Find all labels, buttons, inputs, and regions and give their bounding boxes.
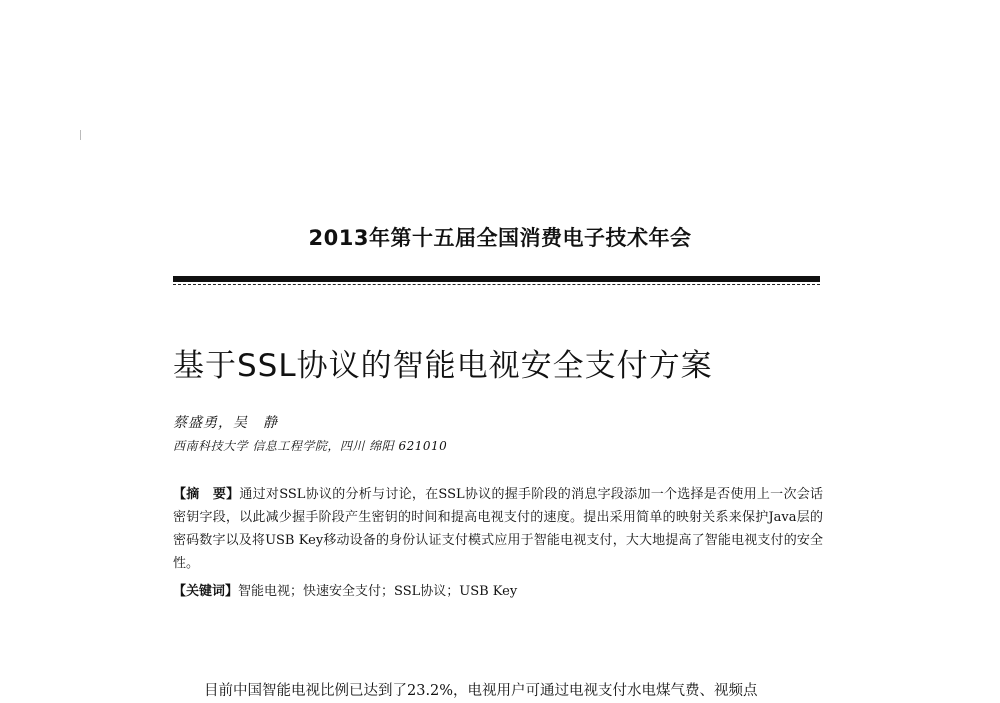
- conference-header: 2013年第十五届全国消费电子技术年会: [308, 226, 692, 250]
- paper-authors: 蔡盛勇，吴 静: [173, 415, 278, 431]
- abstract-text: 通过对SSL协议的分析与讨论，在SSL协议的握手阶段的消息字段添加一个选择是否使用上一次会话密钥字段，以此减少握手阶段产生密钥的时间和提高电视支付的速度。提出采用简单的映射关系来保护Java层的密码数字以及将USB Key移动设备的身份认证支付模式应用于智能电视支付，大大地提高了智能电视支付的安全性。: [173, 487, 823, 571]
- keywords-label: 【关键词】: [173, 584, 239, 599]
- paper-affiliation: 西南科技大学 信息工程学院，四川 绵阳 621010: [173, 439, 448, 453]
- scan-margin-mark: [80, 130, 81, 140]
- keywords-text: 智能电视；快速安全支付；SSL协议；USB Key: [238, 584, 518, 599]
- body-first-line: 目前中国智能电视比例已达到了23.2%，电视用户可通过电视支付水电煤气费、视频点: [204, 683, 758, 699]
- abstract-block: [173, 483, 823, 575]
- paper-title: 基于SSL协议的智能电视安全支付方案: [173, 348, 713, 384]
- keywords-block: [173, 580, 823, 603]
- header-rule-thick: [173, 276, 820, 282]
- header-rule-thin: [173, 284, 820, 285]
- abstract-label: 【摘 要】: [173, 487, 240, 502]
